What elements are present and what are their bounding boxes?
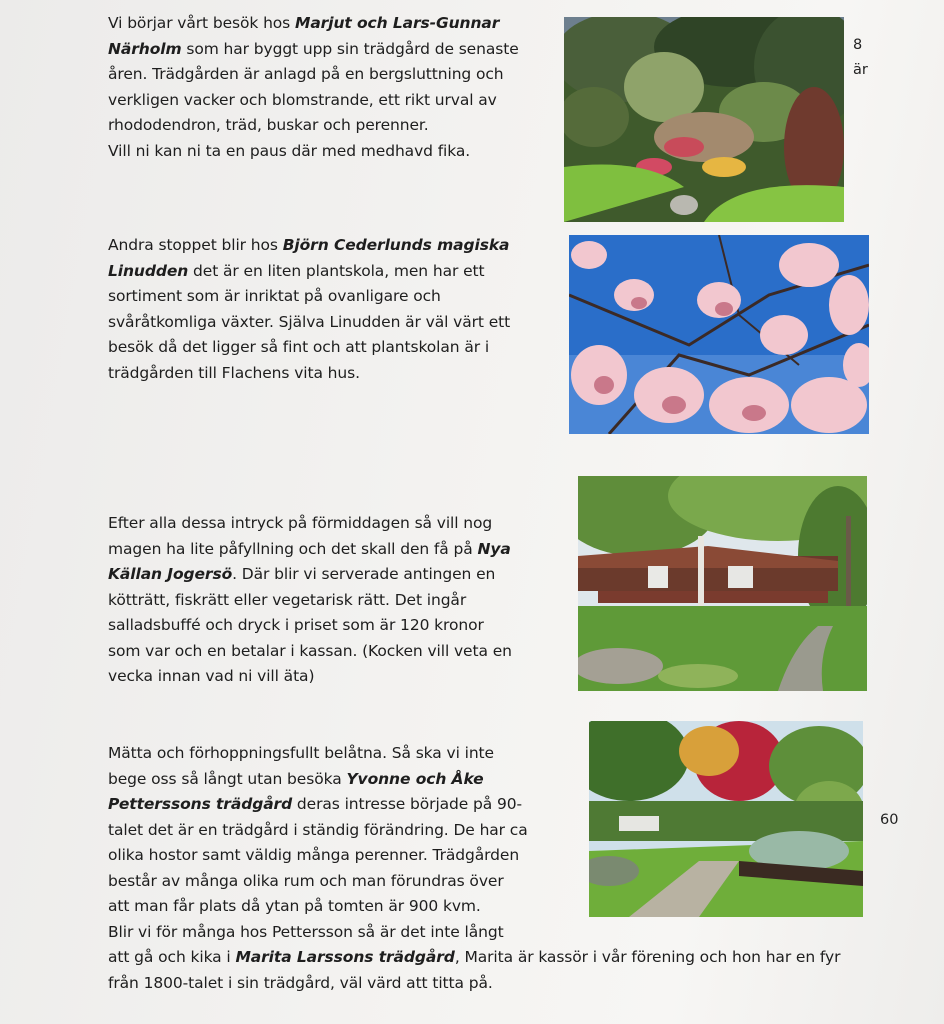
- text-run: vecka innan vad ni vill äta): [108, 667, 315, 685]
- emphasized-name: Källan Jogersö: [108, 565, 233, 583]
- text-run: Andra stoppet blir hos: [108, 236, 283, 254]
- margin-note-60: 60: [880, 812, 899, 828]
- section-kallan-text: [108, 511, 512, 690]
- text-run: trädgården till Flachens vita hus.: [108, 363, 360, 382]
- photo-magnolia: [569, 235, 869, 434]
- emphasized-name: Marita Larssons trädgård: [235, 948, 455, 966]
- photo-pettersson-garden: [589, 721, 863, 917]
- text-line: [108, 88, 519, 114]
- emphasized-name: Björn Cederlunds magiska: [282, 236, 510, 254]
- text-line: [108, 639, 512, 665]
- section-linudden-text: [108, 233, 510, 386]
- text-run: sortiment som är inriktat på ovanligare och: [108, 287, 441, 305]
- text-line: [108, 613, 512, 639]
- text-line: [108, 335, 510, 361]
- text-line: [108, 920, 840, 946]
- text-run: besök då det ligger så fint och att plantskolan är i: [108, 338, 490, 356]
- emphasized-name: Linudden: [108, 261, 189, 280]
- text-run: salladsbuffé och dryck i priset som är 120 kronor: [108, 616, 484, 634]
- text-line: [108, 62, 519, 88]
- text-line: [108, 562, 512, 588]
- text-line: [108, 37, 519, 63]
- photo-narholm-garden: [564, 17, 844, 222]
- text-line: [108, 971, 840, 997]
- text-run: Efter alla dessa intryck på förmiddagen så vill nog: [108, 514, 493, 532]
- text-run: från 1800-talet i sin trädgård, väl värd att titta på.: [108, 973, 493, 992]
- text-run: , Marita är kassör i vår förening och hon har en fyr: [454, 948, 841, 966]
- text-line: [108, 361, 510, 387]
- emphasized-name: Petterssons trädgård: [108, 795, 293, 813]
- text-run: . Där blir vi serverade antingen en: [232, 565, 496, 583]
- text-line: [108, 945, 840, 971]
- text-line: [108, 284, 510, 310]
- text-line: [108, 259, 510, 285]
- text-run: består av många olika rum och man förundras över: [108, 871, 504, 890]
- text-run: Vi börjar vårt besök hos: [108, 14, 295, 32]
- text-line: [108, 664, 512, 690]
- text-run: att gå och kika i: [108, 948, 236, 966]
- text-run: åren. Trädgården är anlagd på en bergsluttning och: [108, 65, 504, 83]
- text-run: Vill ni kan ni ta en paus där med medhavd fika.: [108, 141, 471, 160]
- text-run: rhododendron, träd, buskar och perenner.: [108, 116, 429, 134]
- emphasized-name: Yvonne och Åke: [346, 769, 484, 788]
- emphasized-name: Nya: [477, 539, 511, 558]
- text-line: [108, 11, 519, 37]
- text-run: deras intresse började på 90-: [292, 795, 523, 813]
- text-run: bege oss så långt utan besöka: [108, 769, 347, 788]
- text-line: [108, 588, 512, 614]
- text-line: [108, 511, 512, 537]
- text-run: verkligen vacker och blomstrande, ett rikt urval av: [108, 90, 497, 109]
- text-line: [108, 139, 519, 165]
- emphasized-name: Marjut och Lars-Gunnar: [295, 14, 500, 32]
- emphasized-name: Närholm: [108, 39, 182, 58]
- margin-note-8: 8: [853, 37, 863, 53]
- text-run: magen ha lite påfyllning och det skall den få på: [108, 539, 478, 558]
- text-line: [108, 537, 512, 563]
- photo-nya-kallan: [578, 476, 867, 691]
- text-line: [108, 233, 510, 259]
- text-run: som har byggt upp sin trädgård de senaste: [181, 39, 519, 58]
- text-line: [108, 113, 519, 139]
- text-run: Blir vi för många hos Pettersson så är det inte långt: [108, 922, 504, 941]
- text-line: [108, 310, 510, 336]
- text-run: talet det är en trädgård i ständig förändring. De har ca: [108, 820, 528, 839]
- text-run: kötträtt, fiskrätt eller vegetarisk rätt. Det ingår: [108, 590, 467, 609]
- text-run: svåråtkomliga växter. Själva Linudden är väl värt ett: [108, 312, 511, 331]
- text-run: olika hostor samt väldig många perenner. Trädgården: [108, 846, 520, 864]
- section-narholm-text: [108, 11, 519, 164]
- margin-note-ar: är: [853, 62, 868, 78]
- text-run: det är en liten plantskola, men har ett: [188, 261, 485, 280]
- text-run: att man får plats då ytan på tomten är 900 kvm.: [108, 897, 481, 915]
- text-run: Mätta och förhoppningsfullt belåtna. Så ska vi inte: [108, 744, 494, 762]
- text-run: som var och en betalar i kassan. (Kocken vill veta en: [108, 641, 512, 660]
